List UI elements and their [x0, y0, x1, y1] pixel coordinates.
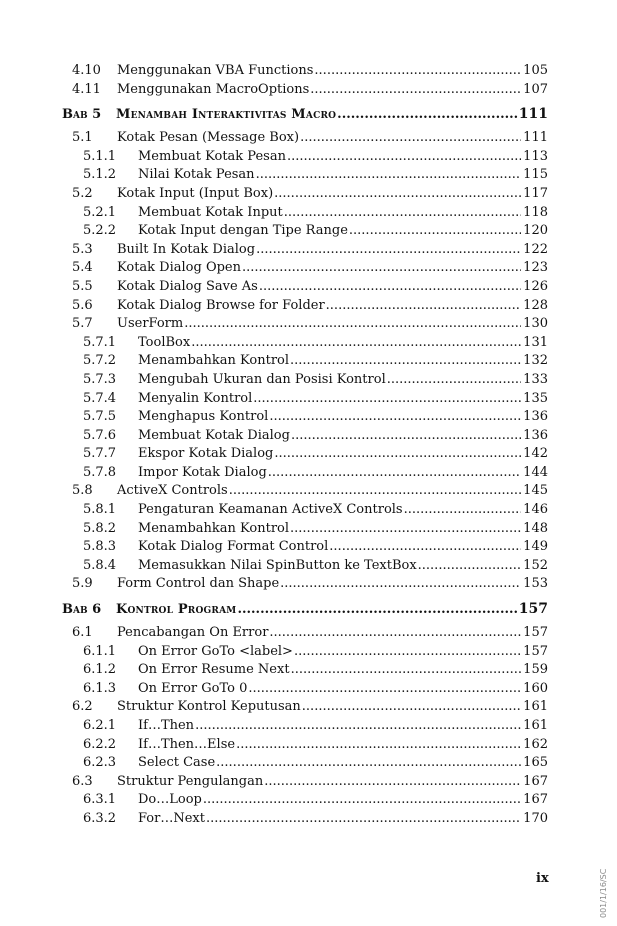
toc-entry-number: 6.1.2 — [83, 662, 117, 678]
toc-entry-title: Kotak Dialog Format Control — [138, 539, 329, 555]
toc-entry-row — [62, 624, 548, 643]
toc-entry-row — [62, 680, 548, 699]
toc-entry-page: 136 — [523, 427, 548, 443]
toc-dot-leader — [274, 185, 521, 204]
toc-dot-leader — [329, 538, 521, 557]
toc-entry-number: 5.2 — [72, 185, 93, 201]
toc-dot-leader — [290, 520, 521, 539]
toc-entry-row — [62, 538, 548, 557]
toc-entry-page: 159 — [523, 662, 548, 678]
toc-dot-leader — [236, 736, 521, 755]
toc-entry-page: 133 — [523, 371, 548, 387]
toc-entry-row — [62, 791, 548, 810]
toc-entry-row — [62, 754, 548, 773]
toc-entry-row — [62, 371, 548, 390]
toc-entry-title: If…Then…Else — [138, 736, 236, 752]
toc-entry-title: On Error Resume Next — [138, 662, 290, 678]
toc-dot-leader — [404, 501, 521, 520]
toc-chapter-row — [62, 598, 548, 620]
toc-entry-page: 117 — [523, 185, 548, 201]
toc-entry-row — [62, 575, 548, 594]
toc-entry-row — [62, 129, 548, 148]
toc-entry-number: 6.1.1 — [83, 643, 117, 659]
toc-entry-number: 6.1 — [72, 625, 93, 641]
toc-dot-leader — [248, 680, 521, 699]
toc-entry-page: 123 — [523, 260, 548, 276]
toc-dot-leader — [284, 204, 521, 223]
toc-entry-page: 115 — [523, 167, 548, 183]
toc-entry-page: 111 — [518, 106, 548, 123]
toc-dot-leader — [259, 278, 521, 297]
toc-entry-row — [62, 81, 548, 100]
toc-entry-title: Menggunakan MacroOptions — [117, 81, 310, 97]
toc-entry-page: 130 — [523, 316, 548, 332]
toc-entry-row — [62, 185, 548, 204]
toc-entry-number: 5.1 — [72, 130, 93, 146]
side-code: 001/1/16/SC — [599, 868, 608, 918]
toc-entry-title: Impor Kotak Dialog — [138, 464, 267, 480]
toc-entry-number: 6.2 — [72, 699, 93, 715]
toc-entry-title: Membuat Kotak Pesan — [138, 148, 286, 164]
toc-entry-row — [62, 643, 548, 662]
toc-entry-row — [62, 501, 548, 520]
toc-entry-number: Bab 5 — [62, 107, 102, 123]
toc-chapter-row — [62, 103, 548, 125]
toc-entry-row — [62, 352, 548, 371]
toc-entry-row — [62, 204, 548, 223]
toc-entry-page: 157 — [523, 643, 548, 659]
toc-entry-page: 162 — [523, 736, 548, 752]
toc-dot-leader — [349, 222, 521, 241]
toc-entry-row — [62, 259, 548, 278]
toc-entry-title: Menghapus Kontrol — [138, 409, 269, 425]
toc-entry-title: For…Next — [138, 810, 205, 826]
toc-entry-row — [62, 427, 548, 446]
toc-entry-number: 5.8 — [72, 483, 93, 499]
toc-entry-page: 132 — [523, 353, 548, 369]
toc-dot-leader — [264, 773, 521, 792]
toc-entry-page: 157 — [518, 601, 548, 618]
toc-dot-leader — [216, 754, 521, 773]
toc-entry-page: 131 — [523, 334, 548, 350]
toc-dot-leader — [291, 661, 521, 680]
toc-entry-number: 5.8.4 — [83, 557, 117, 573]
toc-dot-leader — [300, 129, 521, 148]
toc-entry-row — [62, 315, 548, 334]
toc-entry-row — [62, 297, 548, 316]
toc-entry-number: 5.2.2 — [83, 223, 117, 239]
toc-entry-title: Menambahkan Kontrol — [138, 353, 290, 369]
toc-entry-title: Select Case — [138, 755, 216, 771]
toc-entry-page: 128 — [523, 297, 548, 313]
toc-entry-title: ToolBox — [138, 334, 191, 350]
toc-entry-title: Kotak Dialog Open — [117, 260, 241, 276]
toc-dot-leader — [337, 104, 518, 126]
toc-entry-number: 6.2.2 — [83, 736, 117, 752]
toc-entry-number: 5.7.8 — [83, 464, 117, 480]
toc-entry-title: Kotak Dialog Browse for Folder — [117, 297, 325, 313]
toc-entry-number: 5.7.6 — [83, 427, 117, 443]
toc-entry-page: 152 — [523, 557, 548, 573]
toc-entry-number: 5.6 — [72, 297, 93, 313]
toc-entry-title: UserForm — [117, 316, 184, 332]
toc-entry-page: 120 — [523, 223, 548, 239]
toc-entry-number: 5.7 — [72, 316, 93, 332]
toc-entry-number: 5.7.1 — [83, 334, 117, 350]
toc-entry-number: 6.1.3 — [83, 680, 117, 696]
toc-entry-title: Membuat Kotak Dialog — [138, 427, 290, 443]
toc-entry-title: Kotak Input (Input Box) — [117, 185, 274, 201]
toc-entry-page: 149 — [523, 539, 548, 555]
toc-entry-title: Ekspor Kotak Dialog — [138, 446, 274, 462]
toc-dot-leader — [326, 297, 521, 316]
toc-entry-row — [62, 773, 548, 792]
toc-entry-number: 5.2.1 — [83, 204, 117, 220]
toc-entry-number: 5.8.3 — [83, 539, 117, 555]
toc-entry-page: 136 — [523, 409, 548, 425]
toc-entry-title: Kotak Pesan (Message Box) — [117, 130, 300, 146]
toc-entry-title: Menggunakan VBA Functions — [117, 63, 314, 78]
toc-entry-row — [62, 717, 548, 736]
toc-dot-leader — [302, 698, 521, 717]
toc-entry-title: Kotak Input dengan Tipe Range — [138, 223, 348, 239]
toc-entry-page: 167 — [523, 773, 548, 789]
toc-entry-title: Mengubah Ukuran dan Posisi Kontrol — [138, 371, 386, 387]
toc-entry-page: 111 — [523, 130, 548, 146]
toc-entry-number: 6.2.3 — [83, 755, 117, 771]
toc-dot-leader — [418, 557, 521, 576]
toc-dot-leader — [253, 390, 521, 409]
toc-entry-row — [62, 445, 548, 464]
toc-entry-page: 167 — [523, 792, 548, 808]
toc-entry-title: Pengaturan Keamanan ActiveX Controls — [138, 502, 403, 518]
toc-entry-page: 145 — [523, 483, 548, 499]
toc-entry-number: 5.1.1 — [83, 148, 117, 164]
toc-entry-number: 5.1.2 — [83, 167, 117, 183]
toc-entry-row — [62, 166, 548, 185]
toc-entry-number: 6.3 — [72, 773, 93, 789]
toc-dot-leader — [280, 575, 521, 594]
toc-entry-row — [62, 390, 548, 409]
toc-entry-title: Memasukkan Nilai SpinButton ke TextBox — [138, 557, 417, 573]
toc-dot-leader — [314, 62, 521, 81]
toc-entry-title: Kotak Dialog Save As — [117, 278, 258, 294]
toc-entry-title: Built In Kotak Dialog — [117, 241, 256, 257]
toc-dot-leader — [256, 241, 521, 260]
toc-entry-page: 144 — [523, 464, 548, 480]
toc-entry-page: 157 — [523, 625, 548, 641]
toc-entry-row — [62, 62, 548, 81]
toc-entry-title: Struktur Pengulangan — [117, 773, 264, 789]
toc-entry-page: 153 — [523, 576, 548, 592]
toc-entry-page: 165 — [523, 755, 548, 771]
toc-entry-number: 5.4 — [72, 260, 93, 276]
toc-dot-leader — [290, 352, 521, 371]
toc-entry-title: Pencabangan On Error — [117, 625, 269, 641]
toc-dot-leader — [287, 148, 521, 167]
toc-entry-row — [62, 408, 548, 427]
toc-entry-row — [62, 241, 548, 260]
toc-entry-page: 122 — [523, 241, 548, 257]
toc-entry-row — [62, 334, 548, 353]
toc-entry-title: Form Control dan Shape — [117, 576, 280, 592]
toc-entry-row — [62, 278, 548, 297]
toc-entry-page: 161 — [523, 718, 548, 733]
toc-entry-number: 5.3 — [72, 241, 93, 257]
toc-dot-leader — [387, 371, 521, 390]
toc-dot-leader — [229, 482, 521, 501]
toc-entry-page: 161 — [523, 699, 548, 715]
toc-dot-leader — [195, 717, 521, 736]
toc-entry-row — [62, 736, 548, 755]
toc-entry-title: Nilai Kotak Pesan — [138, 167, 255, 183]
toc-entry-row — [62, 482, 548, 501]
toc-entry-number: 4.10 — [72, 63, 101, 78]
toc-entry-page: 126 — [523, 278, 548, 294]
toc-entry-row — [62, 464, 548, 483]
toc-entry-row — [62, 810, 548, 829]
toc-dot-leader — [242, 259, 521, 278]
table-of-contents — [62, 62, 548, 829]
toc-dot-leader — [203, 791, 521, 810]
toc-entry-page: 105 — [523, 63, 548, 78]
toc-entry-title: On Error GoTo 0 — [138, 680, 248, 696]
toc-entry-page: 107 — [523, 81, 548, 97]
toc-entry-page: 146 — [523, 502, 548, 518]
toc-dot-leader — [256, 166, 521, 185]
toc-dot-leader — [184, 315, 521, 334]
toc-entry-number: 5.7.5 — [83, 409, 117, 425]
toc-dot-leader — [291, 427, 521, 446]
toc-entry-page: 148 — [523, 520, 548, 536]
toc-entry-number: 5.8.1 — [83, 502, 117, 518]
toc-dot-leader — [310, 81, 521, 100]
toc-entry-number: 6.3.2 — [83, 810, 117, 826]
toc-dot-leader — [191, 334, 521, 353]
toc-entry-row — [62, 520, 548, 539]
toc-entry-row — [62, 661, 548, 680]
toc-dot-leader — [294, 643, 521, 662]
toc-dot-leader — [269, 624, 521, 643]
toc-entry-number: 6.3.1 — [83, 792, 117, 808]
toc-entry-row — [62, 148, 548, 167]
toc-entry-title: Menambah Interaktivitas Macro — [116, 107, 337, 123]
toc-dot-leader — [237, 599, 517, 621]
toc-entry-number: 5.7.7 — [83, 446, 117, 462]
toc-entry-number: Bab 6 — [62, 602, 102, 618]
toc-dot-leader — [206, 810, 521, 829]
toc-entry-title: Kontrol Program — [116, 602, 237, 618]
toc-entry-page: 170 — [523, 810, 548, 826]
toc-entry-title: Do…Loop — [138, 792, 202, 808]
toc-entry-number: 5.7.3 — [83, 371, 117, 387]
toc-entry-title: Menyalin Kontrol — [138, 390, 253, 406]
toc-entry-title: Membuat Kotak Input — [138, 204, 283, 220]
toc-entry-title: On Error GoTo <label> — [138, 643, 293, 659]
toc-entry-page: 160 — [523, 680, 548, 696]
toc-entry-title: ActiveX Controls — [117, 483, 228, 499]
toc-entry-row — [62, 698, 548, 717]
toc-entry-number: 6.2.1 — [83, 718, 117, 733]
toc-entry-page: 142 — [523, 446, 548, 462]
toc-dot-leader — [274, 445, 521, 464]
toc-dot-leader — [268, 464, 521, 483]
page-number: ix — [536, 871, 549, 886]
toc-entry-number: 5.7.4 — [83, 390, 117, 406]
toc-entry-number: 5.9 — [72, 576, 93, 592]
toc-entry-number: 5.5 — [72, 278, 93, 294]
toc-entry-page: 113 — [523, 148, 548, 164]
toc-entry-title: Menambahkan Kontrol — [138, 520, 290, 536]
toc-entry-row — [62, 222, 548, 241]
toc-entry-number: 4.11 — [72, 81, 101, 97]
toc-entry-number: 5.7.2 — [83, 353, 117, 369]
toc-entry-page: 135 — [523, 390, 548, 406]
toc-entry-title: Struktur Kontrol Keputusan — [117, 699, 301, 715]
toc-entry-title: If…Then — [138, 718, 195, 733]
toc-entry-number: 5.8.2 — [83, 520, 117, 536]
toc-entry-row — [62, 557, 548, 576]
toc-entry-page: 118 — [523, 204, 548, 220]
toc-dot-leader — [269, 408, 521, 427]
